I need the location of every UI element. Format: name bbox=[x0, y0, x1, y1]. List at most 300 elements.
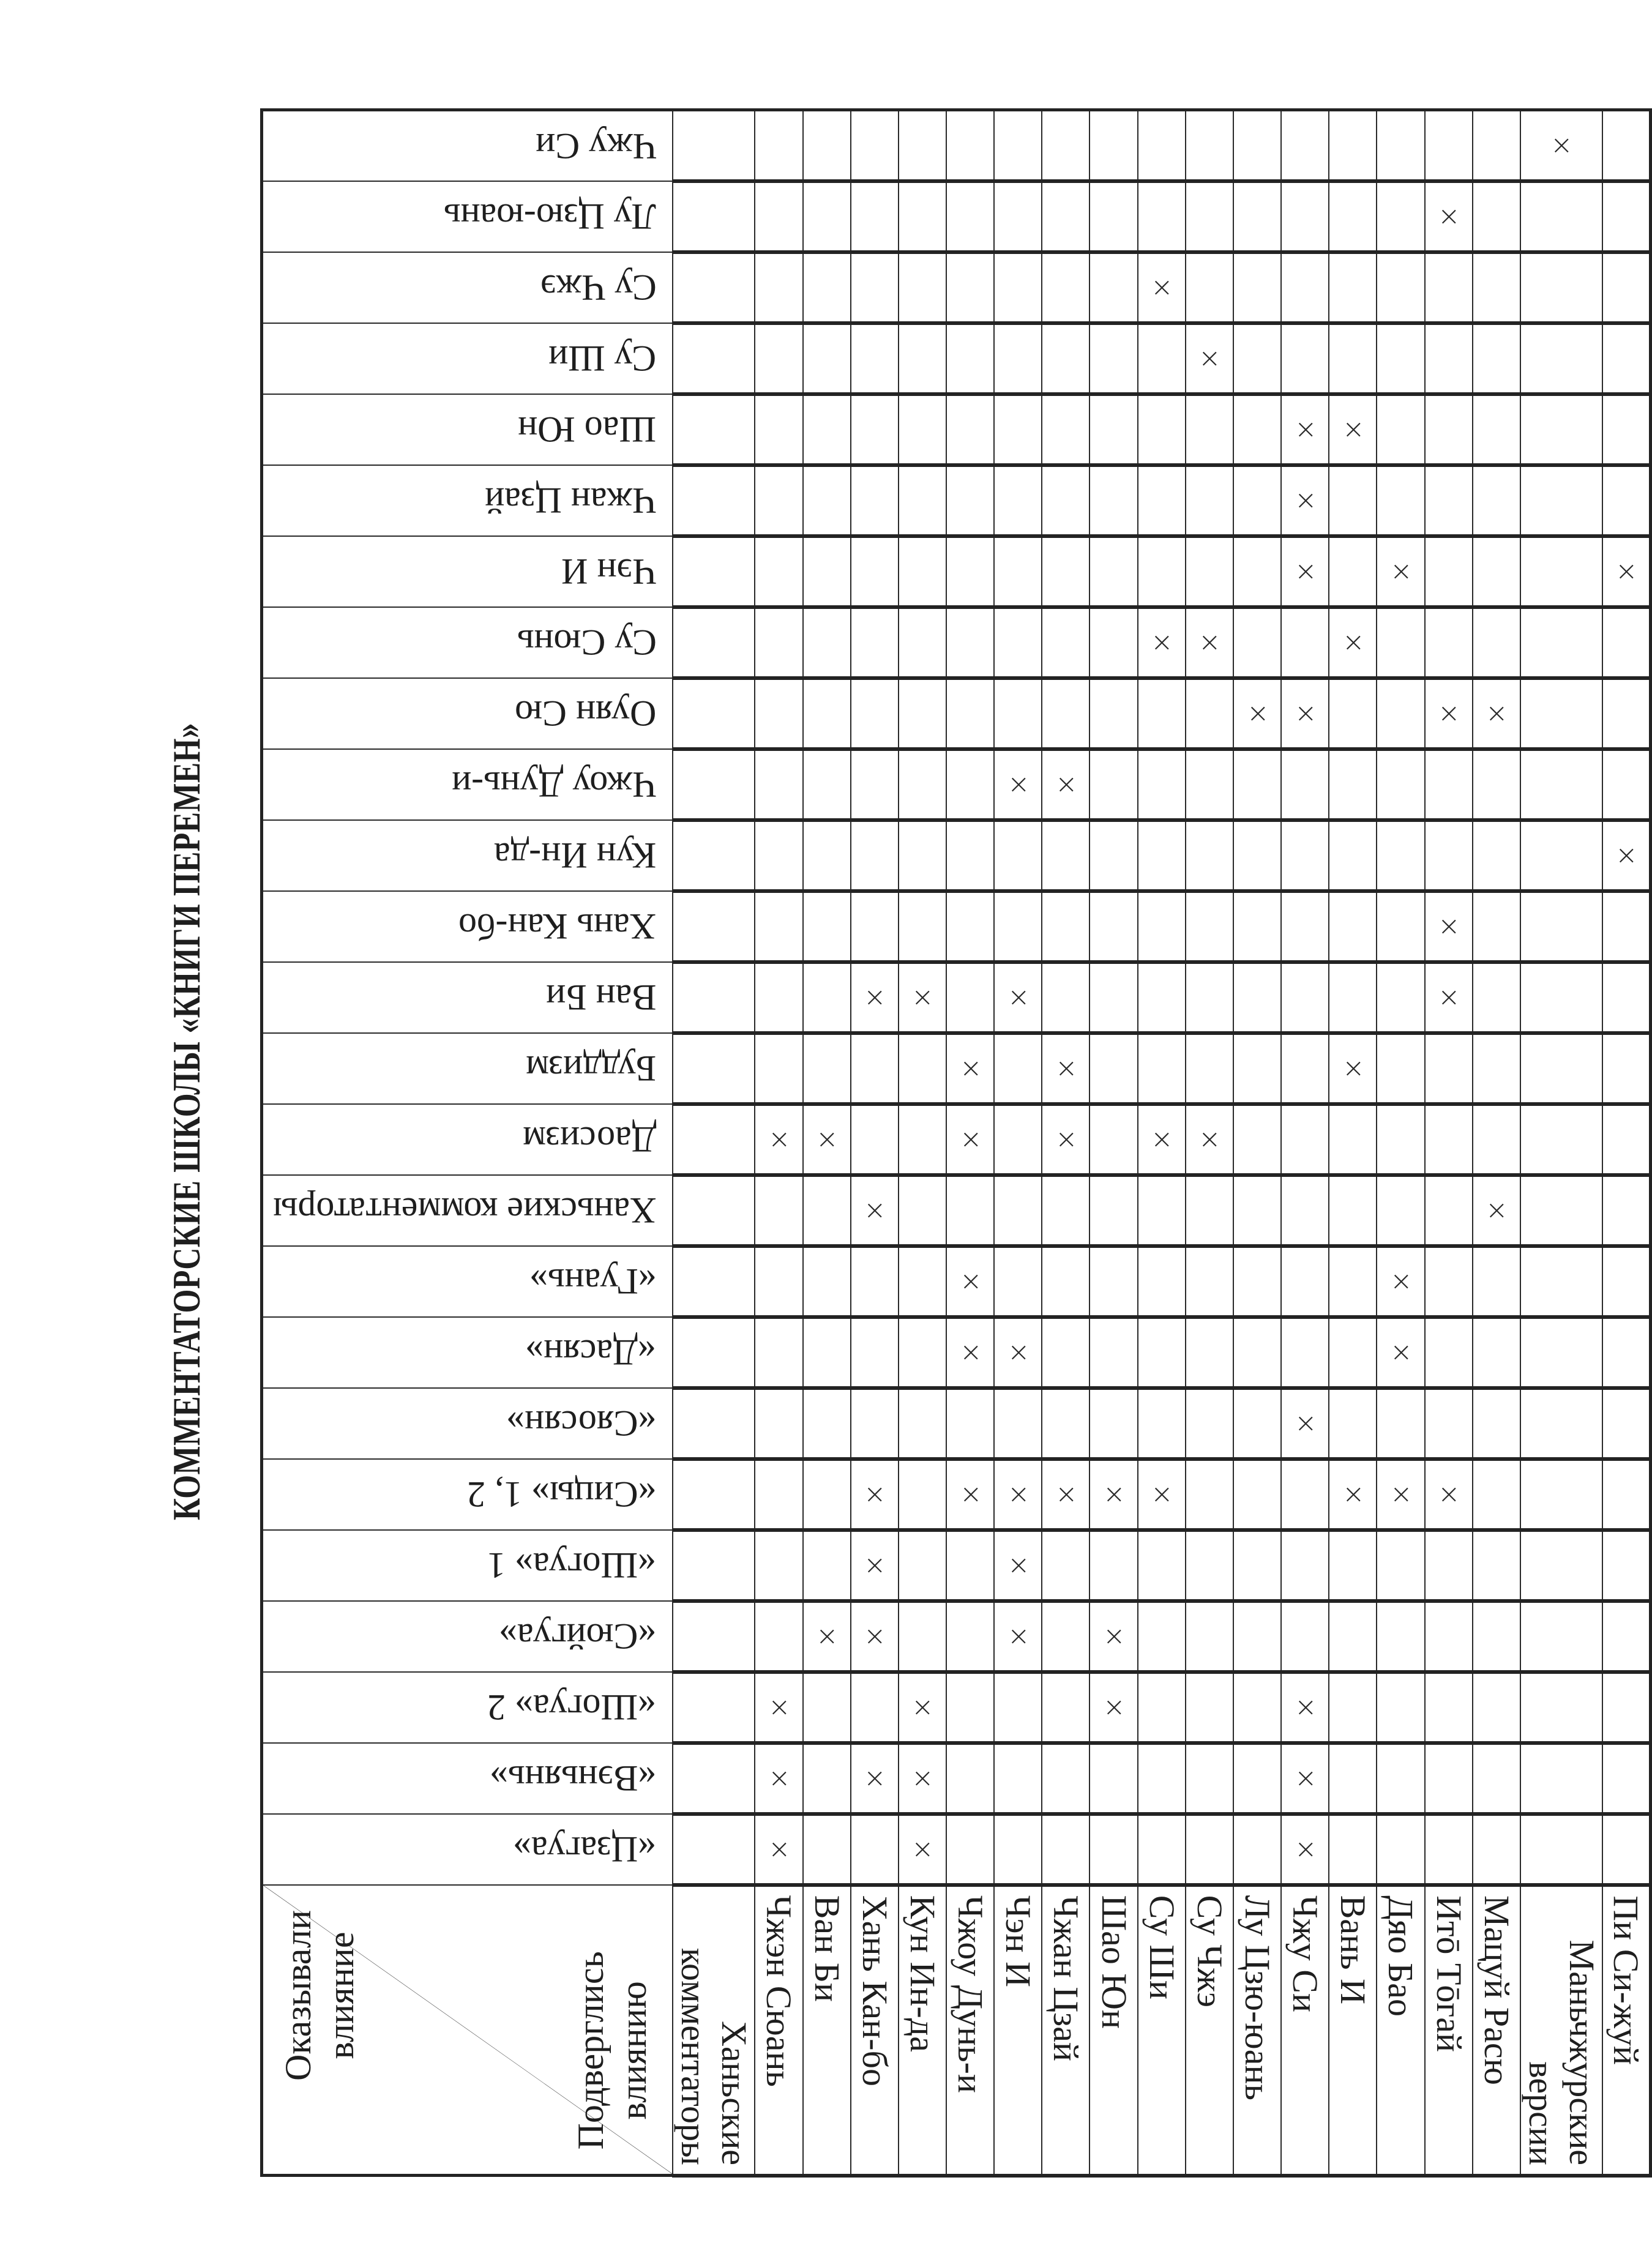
empty-cell bbox=[994, 1246, 1042, 1317]
empty-cell bbox=[899, 1246, 946, 1317]
influence-mark: × bbox=[1281, 1743, 1329, 1814]
empty-cell bbox=[1089, 536, 1137, 607]
empty-cell bbox=[1520, 1459, 1602, 1530]
commentator-label: Чэн И bbox=[994, 1885, 1042, 2176]
commentator-row bbox=[1138, 110, 1186, 2176]
empty-cell bbox=[1233, 1530, 1281, 1601]
influence-mark: × bbox=[1281, 1388, 1329, 1459]
empty-cell bbox=[1281, 1033, 1329, 1104]
influencer-label-text: «Сяосян» bbox=[506, 1403, 657, 1444]
influence-mark: × bbox=[946, 1104, 994, 1175]
influence-mark: × bbox=[1186, 607, 1233, 678]
empty-cell bbox=[1473, 1033, 1520, 1104]
empty-cell bbox=[1329, 110, 1377, 181]
empty-cell bbox=[1186, 465, 1233, 536]
empty-cell bbox=[1042, 394, 1089, 465]
empty-cell bbox=[755, 1033, 802, 1104]
empty-cell bbox=[803, 1317, 851, 1388]
empty-cell bbox=[1281, 749, 1329, 820]
empty-cell bbox=[994, 820, 1042, 891]
empty-cell bbox=[1089, 891, 1137, 962]
empty-cell bbox=[1233, 1388, 1281, 1459]
empty-cell bbox=[1281, 1104, 1329, 1175]
influence-mark: × bbox=[851, 1175, 899, 1246]
empty-cell bbox=[1377, 465, 1424, 536]
influence-mark: × bbox=[899, 1814, 946, 1885]
influence-mark: × bbox=[851, 1601, 899, 1672]
commentator-label: Чжоу Дунь-и bbox=[946, 1885, 994, 2176]
influencer-header-row bbox=[262, 110, 673, 2176]
empty-cell bbox=[899, 110, 946, 181]
empty-cell bbox=[1138, 181, 1186, 252]
empty-cell bbox=[1281, 181, 1329, 252]
empty-cell bbox=[1425, 110, 1473, 181]
empty-cell bbox=[899, 891, 946, 962]
empty-cell bbox=[803, 465, 851, 536]
influence-mark: × bbox=[994, 1317, 1042, 1388]
empty-cell bbox=[899, 1530, 946, 1601]
empty-cell bbox=[1042, 1175, 1089, 1246]
empty-cell bbox=[1377, 394, 1424, 465]
empty-cell bbox=[673, 1175, 755, 1246]
empty-cell bbox=[1281, 1175, 1329, 1246]
empty-cell bbox=[1473, 465, 1520, 536]
influence-mark: × bbox=[851, 1743, 899, 1814]
empty-cell bbox=[899, 607, 946, 678]
empty-cell bbox=[1186, 749, 1233, 820]
empty-cell bbox=[1329, 1104, 1377, 1175]
empty-cell bbox=[946, 820, 994, 891]
empty-cell bbox=[755, 465, 802, 536]
commentator-label: Су Ши bbox=[1138, 1885, 1186, 2176]
influence-mark: × bbox=[1473, 678, 1520, 749]
empty-cell bbox=[1377, 1672, 1424, 1743]
influencer-label bbox=[262, 252, 673, 323]
empty-cell bbox=[1377, 607, 1424, 678]
influence-mark: × bbox=[899, 1672, 946, 1743]
empty-cell bbox=[1473, 394, 1520, 465]
empty-cell bbox=[755, 678, 802, 749]
empty-cell bbox=[1281, 252, 1329, 323]
empty-cell bbox=[755, 607, 802, 678]
empty-cell bbox=[803, 110, 851, 181]
empty-cell bbox=[1520, 1743, 1602, 1814]
empty-cell bbox=[1377, 820, 1424, 891]
empty-cell bbox=[1425, 1033, 1473, 1104]
empty-cell bbox=[1473, 820, 1520, 891]
empty-cell bbox=[755, 1246, 802, 1317]
empty-cell bbox=[946, 1175, 994, 1246]
empty-cell bbox=[1425, 1317, 1473, 1388]
empty-cell bbox=[1089, 323, 1137, 394]
empty-cell bbox=[994, 252, 1042, 323]
empty-cell bbox=[1186, 1814, 1233, 1885]
influence-mark: × bbox=[1473, 1175, 1520, 1246]
empty-cell bbox=[1329, 1246, 1377, 1317]
influence-mark: × bbox=[1138, 607, 1186, 678]
empty-cell bbox=[1473, 891, 1520, 962]
commentator-row bbox=[1520, 110, 1602, 2176]
influencer-label bbox=[262, 1246, 673, 1317]
empty-cell bbox=[1233, 1743, 1281, 1814]
empty-cell bbox=[803, 1530, 851, 1601]
empty-cell bbox=[803, 1033, 851, 1104]
empty-cell bbox=[1233, 465, 1281, 536]
empty-cell bbox=[1473, 962, 1520, 1033]
empty-cell bbox=[946, 1814, 994, 1885]
empty-cell bbox=[803, 962, 851, 1033]
empty-cell bbox=[673, 820, 755, 891]
empty-cell bbox=[946, 1601, 994, 1672]
empty-cell bbox=[1329, 1814, 1377, 1885]
empty-cell bbox=[1473, 1530, 1520, 1601]
influence-mark: × bbox=[1138, 1459, 1186, 1530]
empty-cell bbox=[1602, 110, 1650, 181]
empty-cell bbox=[1138, 749, 1186, 820]
empty-cell bbox=[1473, 1601, 1520, 1672]
empty-cell bbox=[1233, 1672, 1281, 1743]
empty-cell bbox=[1281, 323, 1329, 394]
empty-cell bbox=[1233, 607, 1281, 678]
empty-cell bbox=[755, 749, 802, 820]
empty-cell bbox=[673, 110, 755, 181]
influencer-label bbox=[262, 1530, 673, 1601]
empty-cell bbox=[803, 820, 851, 891]
empty-cell bbox=[1233, 1814, 1281, 1885]
empty-cell bbox=[851, 820, 899, 891]
empty-cell bbox=[673, 1814, 755, 1885]
empty-cell bbox=[1520, 962, 1602, 1033]
empty-cell bbox=[1425, 323, 1473, 394]
empty-cell bbox=[899, 394, 946, 465]
empty-cell bbox=[1329, 323, 1377, 394]
influence-mark: × bbox=[755, 1814, 802, 1885]
empty-cell bbox=[1089, 1033, 1137, 1104]
empty-cell bbox=[1377, 323, 1424, 394]
empty-cell bbox=[1138, 678, 1186, 749]
empty-cell bbox=[1473, 1246, 1520, 1317]
influencer-label-text: Шао Юн bbox=[518, 409, 657, 450]
empty-cell bbox=[899, 749, 946, 820]
empty-cell bbox=[1233, 394, 1281, 465]
empty-cell bbox=[1520, 1388, 1602, 1459]
empty-cell bbox=[1329, 181, 1377, 252]
commentator-row bbox=[1042, 110, 1089, 2176]
empty-cell bbox=[899, 1601, 946, 1672]
empty-cell bbox=[803, 1175, 851, 1246]
empty-cell bbox=[1377, 252, 1424, 323]
empty-cell bbox=[755, 891, 802, 962]
empty-cell bbox=[1089, 1743, 1137, 1814]
empty-cell bbox=[946, 607, 994, 678]
empty-cell bbox=[994, 1672, 1042, 1743]
empty-cell bbox=[755, 962, 802, 1033]
empty-cell bbox=[755, 181, 802, 252]
influence-mark: × bbox=[1425, 678, 1473, 749]
commentator-row bbox=[1186, 110, 1233, 2176]
empty-cell bbox=[899, 252, 946, 323]
influence-mark: × bbox=[1281, 1672, 1329, 1743]
commentator-row bbox=[1425, 110, 1473, 2176]
empty-cell bbox=[673, 536, 755, 607]
empty-cell bbox=[755, 1317, 802, 1388]
commentator-label: Чжэн Сюань bbox=[755, 1885, 802, 2176]
influence-mark: × bbox=[1377, 1246, 1424, 1317]
influence-mark: × bbox=[899, 1743, 946, 1814]
empty-cell bbox=[1186, 1672, 1233, 1743]
empty-cell bbox=[1473, 1317, 1520, 1388]
commentator-label: Итō Тōгай bbox=[1425, 1885, 1473, 2176]
empty-cell bbox=[851, 749, 899, 820]
empty-cell bbox=[1281, 1459, 1329, 1530]
empty-cell bbox=[1281, 1246, 1329, 1317]
influence-mark: × bbox=[1042, 1104, 1089, 1175]
empty-cell bbox=[1473, 1672, 1520, 1743]
empty-cell bbox=[1042, 181, 1089, 252]
empty-cell bbox=[946, 749, 994, 820]
influence-mark: × bbox=[946, 1459, 994, 1530]
empty-cell bbox=[1281, 1317, 1329, 1388]
empty-cell bbox=[1602, 749, 1650, 820]
empty-cell bbox=[1089, 1814, 1137, 1885]
empty-cell bbox=[1329, 962, 1377, 1033]
empty-cell bbox=[994, 1814, 1042, 1885]
empty-cell bbox=[1602, 1033, 1650, 1104]
empty-cell bbox=[946, 1530, 994, 1601]
empty-cell bbox=[1233, 749, 1281, 820]
empty-cell bbox=[673, 1246, 755, 1317]
empty-cell bbox=[946, 536, 994, 607]
empty-cell bbox=[1233, 1175, 1281, 1246]
empty-cell bbox=[851, 607, 899, 678]
influencer-label bbox=[262, 394, 673, 465]
empty-cell bbox=[1520, 394, 1602, 465]
empty-cell bbox=[899, 465, 946, 536]
empty-cell bbox=[1602, 1743, 1650, 1814]
empty-cell bbox=[851, 181, 899, 252]
empty-cell bbox=[1138, 1601, 1186, 1672]
empty-cell bbox=[994, 1388, 1042, 1459]
empty-cell bbox=[1425, 1246, 1473, 1317]
empty-cell bbox=[1425, 465, 1473, 536]
empty-cell bbox=[1602, 678, 1650, 749]
influencer-label-text: Чжан Цзай bbox=[485, 480, 657, 521]
empty-cell bbox=[1377, 891, 1424, 962]
empty-cell bbox=[899, 1175, 946, 1246]
influencer-label-text: Су Ши bbox=[548, 338, 657, 379]
empty-cell bbox=[899, 1459, 946, 1530]
empty-cell bbox=[803, 749, 851, 820]
empty-cell bbox=[803, 891, 851, 962]
influence-mark: × bbox=[851, 962, 899, 1033]
empty-cell bbox=[1520, 1814, 1602, 1885]
empty-cell bbox=[1042, 1814, 1089, 1885]
empty-cell bbox=[1473, 110, 1520, 181]
empty-cell bbox=[994, 1033, 1042, 1104]
empty-cell bbox=[851, 1388, 899, 1459]
empty-cell bbox=[1473, 536, 1520, 607]
empty-cell bbox=[1425, 394, 1473, 465]
empty-cell bbox=[1329, 1672, 1377, 1743]
empty-cell bbox=[1138, 962, 1186, 1033]
empty-cell bbox=[946, 1388, 994, 1459]
influencer-label-text: «Шогуа» 2 bbox=[487, 1687, 657, 1728]
empty-cell bbox=[1138, 1175, 1186, 1246]
influence-mark: × bbox=[1281, 678, 1329, 749]
empty-cell bbox=[1602, 1317, 1650, 1388]
empty-cell bbox=[1186, 1033, 1233, 1104]
empty-cell bbox=[803, 323, 851, 394]
influencer-label-text: Даосизм bbox=[522, 1119, 657, 1160]
empty-cell bbox=[851, 1246, 899, 1317]
influence-mark: × bbox=[1281, 394, 1329, 465]
commentator-row bbox=[994, 110, 1042, 2176]
empty-cell bbox=[1377, 1530, 1424, 1601]
empty-cell bbox=[1042, 1388, 1089, 1459]
empty-cell bbox=[803, 678, 851, 749]
empty-cell bbox=[1089, 1246, 1137, 1317]
empty-cell bbox=[673, 607, 755, 678]
influencer-label bbox=[262, 1459, 673, 1530]
empty-cell bbox=[1520, 1601, 1602, 1672]
empty-cell bbox=[1042, 962, 1089, 1033]
empty-cell bbox=[1042, 678, 1089, 749]
empty-cell bbox=[946, 1743, 994, 1814]
empty-cell bbox=[1473, 1814, 1520, 1885]
empty-cell bbox=[1602, 1388, 1650, 1459]
empty-cell bbox=[994, 1743, 1042, 1814]
empty-cell bbox=[673, 678, 755, 749]
empty-cell bbox=[1425, 1388, 1473, 1459]
empty-cell bbox=[1329, 1743, 1377, 1814]
influence-mark: × bbox=[1138, 1104, 1186, 1175]
empty-cell bbox=[1138, 891, 1186, 962]
empty-cell bbox=[673, 1317, 755, 1388]
empty-cell bbox=[1602, 1175, 1650, 1246]
influencer-label-text: Су Чжэ bbox=[540, 267, 657, 308]
influence-mark: × bbox=[1377, 1317, 1424, 1388]
empty-cell bbox=[1186, 891, 1233, 962]
empty-cell bbox=[1042, 110, 1089, 181]
empty-cell bbox=[755, 110, 802, 181]
empty-cell bbox=[673, 1743, 755, 1814]
commentator-label: Шао Юн bbox=[1089, 1885, 1137, 2176]
empty-cell bbox=[1425, 536, 1473, 607]
influence-mark: × bbox=[994, 962, 1042, 1033]
influencer-label bbox=[262, 323, 673, 394]
empty-cell bbox=[1138, 1814, 1186, 1885]
empty-cell bbox=[1138, 1317, 1186, 1388]
commentator-label: Маньчжурские версии bbox=[1520, 1885, 1602, 2176]
empty-cell bbox=[1425, 1104, 1473, 1175]
influence-mark: × bbox=[994, 1530, 1042, 1601]
commentator-label: Вань И bbox=[1329, 1885, 1377, 2176]
empty-cell bbox=[851, 891, 899, 962]
empty-cell bbox=[1425, 1601, 1473, 1672]
commentator-label: Кун Ин-да bbox=[899, 1885, 946, 2176]
empty-cell bbox=[1281, 1530, 1329, 1601]
influencer-label bbox=[262, 1814, 673, 1885]
empty-cell bbox=[1042, 1672, 1089, 1743]
empty-cell bbox=[1602, 1104, 1650, 1175]
empty-cell bbox=[851, 1672, 899, 1743]
empty-cell bbox=[803, 1672, 851, 1743]
empty-cell bbox=[1377, 749, 1424, 820]
empty-cell bbox=[1520, 1317, 1602, 1388]
empty-cell bbox=[1602, 323, 1650, 394]
empty-cell bbox=[899, 181, 946, 252]
empty-cell bbox=[1089, 607, 1137, 678]
empty-cell bbox=[1520, 1104, 1602, 1175]
empty-cell bbox=[755, 1459, 802, 1530]
empty-cell bbox=[1473, 323, 1520, 394]
influencer-label bbox=[262, 1601, 673, 1672]
empty-cell bbox=[673, 1601, 755, 1672]
empty-cell bbox=[994, 323, 1042, 394]
empty-cell bbox=[1138, 323, 1186, 394]
empty-cell bbox=[851, 1033, 899, 1104]
influencer-label bbox=[262, 891, 673, 962]
commentator-label: Чжу Си bbox=[1281, 1885, 1329, 2176]
influencer-label-text: Лу Цзю-юань bbox=[444, 196, 657, 237]
influence-mark: × bbox=[1377, 1459, 1424, 1530]
empty-cell bbox=[1377, 678, 1424, 749]
empty-cell bbox=[1186, 1601, 1233, 1672]
empty-cell bbox=[1520, 678, 1602, 749]
empty-cell bbox=[946, 678, 994, 749]
commentator-row bbox=[803, 110, 851, 2176]
empty-cell bbox=[899, 1317, 946, 1388]
influence-mark: × bbox=[946, 1033, 994, 1104]
influence-mark: × bbox=[1186, 323, 1233, 394]
empty-cell bbox=[994, 678, 1042, 749]
influence-mark: × bbox=[1233, 678, 1281, 749]
empty-cell bbox=[1089, 252, 1137, 323]
empty-cell bbox=[803, 181, 851, 252]
empty-cell bbox=[803, 607, 851, 678]
empty-cell bbox=[1377, 962, 1424, 1033]
empty-cell bbox=[946, 891, 994, 962]
influence-mark: × bbox=[755, 1672, 802, 1743]
empty-cell bbox=[1089, 465, 1137, 536]
empty-cell bbox=[1042, 820, 1089, 891]
influence-mark: × bbox=[1042, 1033, 1089, 1104]
empty-cell bbox=[1377, 1104, 1424, 1175]
empty-cell bbox=[1186, 394, 1233, 465]
empty-cell bbox=[673, 181, 755, 252]
influencer-label bbox=[262, 1033, 673, 1104]
influencer-label bbox=[262, 1672, 673, 1743]
empty-cell bbox=[803, 252, 851, 323]
empty-cell bbox=[1042, 891, 1089, 962]
influencer-label-text: Ван Би bbox=[546, 977, 657, 1018]
commentator-label: Дяо Бао bbox=[1377, 1885, 1424, 2176]
influencer-label bbox=[262, 181, 673, 252]
empty-cell bbox=[1602, 1459, 1650, 1530]
empty-cell bbox=[1233, 323, 1281, 394]
empty-cell bbox=[755, 536, 802, 607]
empty-cell bbox=[851, 252, 899, 323]
commentator-row bbox=[851, 110, 899, 2176]
influencer-label bbox=[262, 607, 673, 678]
empty-cell bbox=[994, 1175, 1042, 1246]
empty-cell bbox=[1377, 1743, 1424, 1814]
empty-cell bbox=[1329, 1530, 1377, 1601]
empty-cell bbox=[803, 1388, 851, 1459]
empty-cell bbox=[1329, 678, 1377, 749]
empty-cell bbox=[899, 820, 946, 891]
empty-cell bbox=[1042, 1530, 1089, 1601]
